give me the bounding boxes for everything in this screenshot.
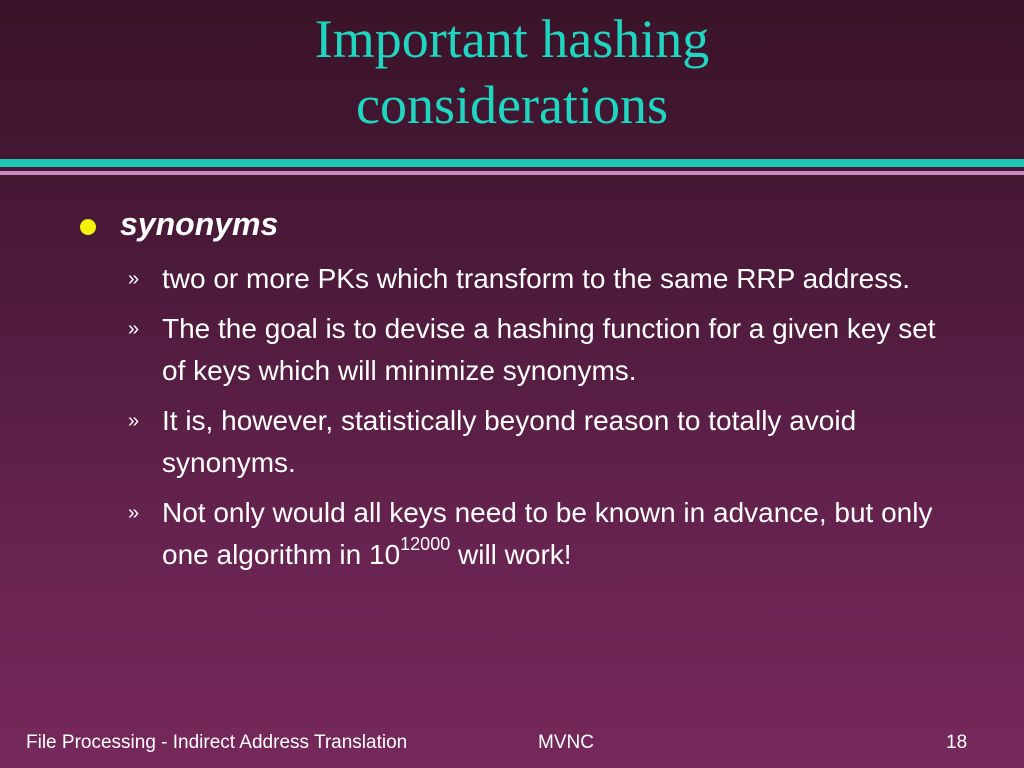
- slide-title: [0, 6, 1024, 138]
- sub-bullet-item: [128, 492, 948, 576]
- sub-bullet-list: [128, 258, 948, 584]
- sub-bullet-text: [162, 492, 948, 576]
- sub-bullet-text-part-2: will work!: [450, 539, 572, 570]
- footer-course-title: File Processing - Indirect Address Translation: [26, 732, 408, 753]
- double-chevron-icon: »: [128, 318, 140, 340]
- sub-bullet-text: It is, however, statistically beyond reason to totally avoid synonyms.: [162, 405, 857, 478]
- main-bullet: [80, 206, 278, 243]
- title-divider-pink: [0, 171, 1024, 175]
- sub-bullet-item: [128, 308, 948, 392]
- title-line-2: considerations: [356, 75, 668, 135]
- double-chevron-icon: »: [128, 410, 140, 432]
- double-chevron-icon: »: [128, 502, 140, 524]
- double-chevron-icon: »: [128, 268, 140, 290]
- main-bullet-label: synonyms: [120, 206, 279, 242]
- sub-bullet-text: two or more PKs which transform to the same RRP address.: [162, 263, 910, 294]
- footer-author: MVNC: [538, 732, 594, 753]
- exponent-superscript: 12000: [400, 534, 451, 554]
- footer-page-number: 18: [946, 732, 968, 753]
- sub-bullet-text: The the goal is to devise a hashing function for a given key set of keys which will minimize synonyms.: [162, 313, 936, 386]
- title-line-1: Important hashing: [314, 9, 710, 69]
- title-divider-teal: [0, 159, 1024, 167]
- sub-bullet-item: [128, 400, 948, 484]
- sub-bullet-text-part-1: Not only would all keys need to be known in advance, but only one algorithm in 10: [162, 497, 933, 570]
- sub-bullet-item: [128, 258, 948, 300]
- bullet-dot-icon: [80, 219, 96, 235]
